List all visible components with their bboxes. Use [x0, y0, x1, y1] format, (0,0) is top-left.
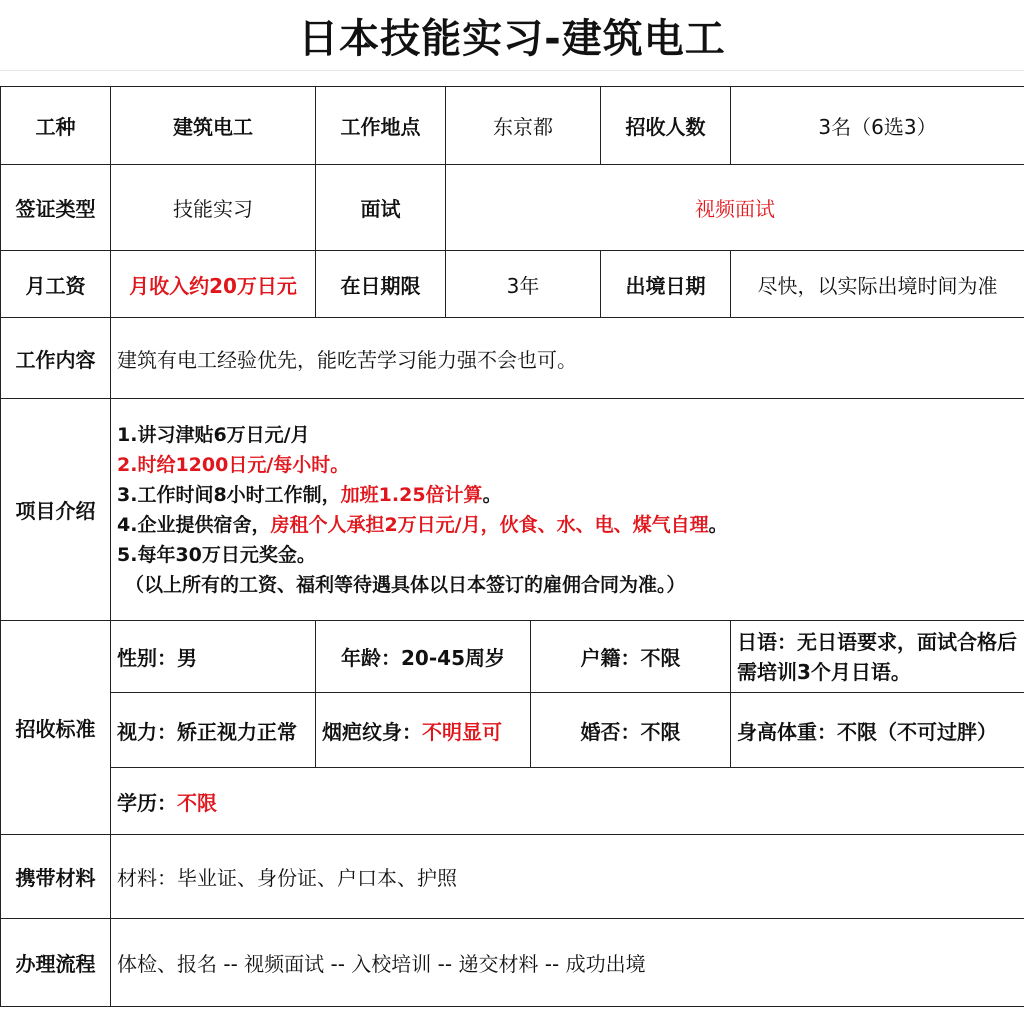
hukou-value: 户籍：不限 [531, 621, 731, 693]
intro-line-4-highlight: 房租个人承担2万日元/月，伙食、水、电、煤气自理 [270, 513, 709, 536]
edu-label: 学历： [117, 790, 177, 815]
job-type-label: 工种 [1, 87, 111, 165]
row-project-intro [1, 399, 1024, 621]
standard-label: 招收标准 [1, 621, 111, 835]
interview-value: 视频面试 [446, 165, 1024, 251]
row-salary [1, 251, 1024, 318]
process-label: 办理流程 [1, 919, 111, 1007]
recruit-value: 3名（6选3） [731, 87, 1024, 165]
row-work-content [1, 318, 1024, 399]
departure-value: 尽快，以实际出境时间为准 [731, 251, 1024, 318]
location-value: 东京都 [446, 87, 601, 165]
term-label: 在日期限 [316, 251, 446, 318]
visa-label: 签证类型 [1, 165, 111, 251]
materials-content: 材料：毕业证、身份证、户口本、护照 [111, 835, 1024, 919]
salary-value: 月收入约20万日元 [111, 251, 316, 318]
recruit-label: 招收人数 [601, 87, 731, 165]
visa-value: 技能实习 [111, 165, 316, 251]
edu-value: 不限 [177, 790, 217, 815]
materials-label: 携带材料 [1, 835, 111, 919]
intro-line-5: 5.每年30万日元奖金。 [117, 543, 316, 566]
intro-label: 项目介绍 [1, 399, 111, 621]
row-materials [1, 835, 1024, 919]
intro-line-1: 1.讲习津贴6万日元/月 [117, 423, 310, 446]
row-visa [1, 165, 1024, 251]
interview-label: 面试 [316, 165, 446, 251]
job-type-value: 建筑电工 [111, 87, 316, 165]
row-standard-1 [1, 621, 1024, 693]
page-title: 日本技能实习-建筑电工 [298, 15, 726, 62]
process-content: 体检、报名 -- 视频面试 -- 入校培训 -- 递交材料 -- 成功出境 [111, 919, 1024, 1007]
intro-line-3-highlight: 加班1.25倍计算 [340, 483, 483, 506]
japanese-value: 日语：无日语要求，面试合格后需培训3个月日语。 [731, 621, 1024, 693]
intro-line-3 [117, 480, 1018, 510]
work-content: 建筑有电工经验优先，能吃苦学习能力强不会也可。 [111, 318, 1024, 399]
intro-line-3-text: 3.工作时间8小时工作制， [117, 483, 341, 506]
row-standard-3 [1, 768, 1024, 835]
job-info-table [0, 86, 1024, 1007]
age-value: 年龄：20-45周岁 [316, 621, 531, 693]
row-job-basic [1, 87, 1024, 165]
intro-line-4-end: 。 [708, 513, 728, 536]
title-divider [0, 70, 1024, 71]
intro-line-4 [117, 510, 1018, 540]
intro-line-2: 2.时给1200日元/每小时。 [117, 453, 350, 476]
vision-value: 视力：矫正视力正常 [111, 693, 316, 768]
location-label: 工作地点 [316, 87, 446, 165]
intro-line-3-end: 。 [482, 483, 502, 506]
gender-value: 性别：男 [111, 621, 316, 693]
row-process [1, 919, 1024, 1007]
tattoo-label: 烟疤纹身： [322, 719, 422, 744]
salary-label: 月工资 [1, 251, 111, 318]
term-value: 3年 [446, 251, 601, 318]
departure-label: 出境日期 [601, 251, 731, 318]
work-label: 工作内容 [1, 318, 111, 399]
edu-cell [111, 768, 1024, 835]
row-standard-2 [1, 693, 1024, 768]
tattoo-value: 不明显可 [422, 719, 502, 744]
intro-line-4-text: 4.企业提供宿舍， [117, 513, 271, 536]
marriage-value: 婚否：不限 [531, 693, 731, 768]
height-value: 身高体重：不限（不可过胖） [731, 693, 1024, 768]
intro-line-6: （以上所有的工资、福利等待遇具体以日本签订的雇佣合同为准。） [125, 573, 686, 596]
tattoo-cell [316, 693, 531, 768]
